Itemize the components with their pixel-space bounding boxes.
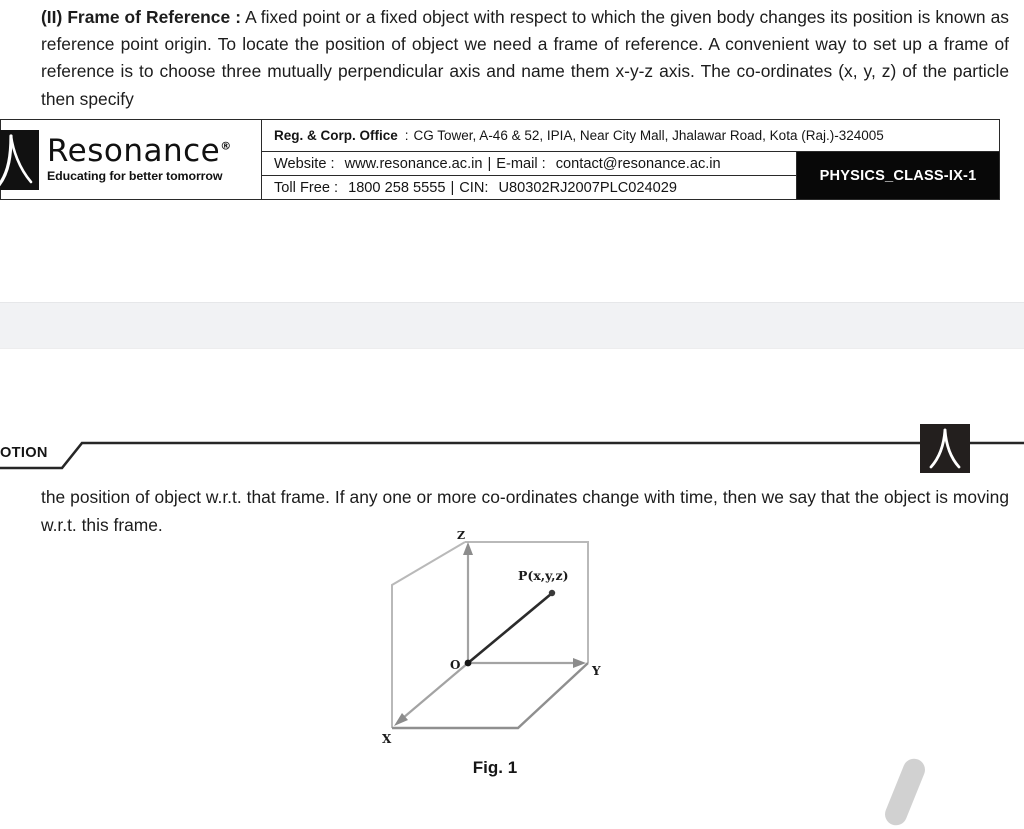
resonance-wordmark-text: Resonance (47, 133, 221, 170)
contact-column (262, 152, 797, 199)
resonance-header-band (0, 119, 1000, 200)
scan-smudge-artifact (882, 755, 929, 828)
resonance-logo-cell (1, 120, 262, 199)
section-divider (0, 424, 1024, 486)
frame-continuation-paragraph: the position of object w.r.t. that frame. If any one or more co-ordinates change with time, then we say that the object is moving w.r.t. this frame. (41, 487, 1009, 535)
coordinate-axes-figure (370, 528, 620, 760)
resonance-tagline: Educating for better tomorrow (47, 169, 223, 184)
section-title: OTION (0, 445, 48, 461)
tollfree-value: 1800 258 5555 (348, 179, 446, 196)
office-address-row (262, 120, 999, 152)
scan-artifact-band (0, 302, 1024, 349)
figure-caption: Fig. 1 (472, 758, 518, 777)
axis-label-x: X (382, 732, 392, 746)
axis-label-y: Y (592, 664, 601, 678)
contact-and-class-row (262, 152, 999, 199)
paragraph-heading: Frame of Reference (67, 7, 231, 27)
cin-label: CIN: (459, 179, 489, 196)
office-address: CG Tower, A-46 & 52, IPIA, Near City Mall, Jhalawar Road, Kota (Raj.)-324005 (413, 128, 884, 143)
divider-rule-icon (0, 424, 1024, 486)
point-label-p: P(x,y,z) (518, 568, 569, 583)
axis-label-z: Z (457, 529, 466, 542)
class-tag-badge: PHYSICS_CLASS-IX-1 (797, 152, 999, 199)
paragraph-heading-colon: : (235, 7, 241, 27)
resonance-wordmark (47, 133, 232, 170)
website-label: Website : (274, 155, 335, 172)
axis-label-origin: O (450, 658, 461, 672)
paragraph-heading-number: (II) (41, 7, 63, 27)
resonance-info-cell (262, 120, 999, 199)
office-colon: : (404, 128, 409, 143)
paragraph-body-text: A fixed point or a fixed object with respect to which the given body changes its position is known as reference point origin. To locate the position of object we need a frame of reference. A convenient way to set up a frame of reference is to choose three mutually perpendicular axis and name them x-y-z axis. The co-ordinates (x, y, z) of the particle then specify (41, 7, 1010, 109)
resonance-curve-icon (0, 130, 39, 190)
registered-trademark-icon: ® (220, 139, 232, 153)
office-label: Reg. & Corp. Office (274, 128, 398, 143)
tollfree-cin-row (262, 176, 796, 199)
cin-value: U80302RJ2007PLC024029 (498, 179, 677, 196)
resonance-wordmark-group (47, 133, 232, 184)
website-email-row (262, 152, 796, 176)
field-separator: | (487, 155, 492, 172)
website-value[interactable]: www.resonance.ac.in (344, 155, 483, 172)
resonance-curve-icon (920, 424, 970, 473)
email-label: E-mail : (496, 155, 546, 172)
email-value[interactable]: contact@resonance.ac.in (555, 155, 721, 172)
tollfree-label: Toll Free : (274, 179, 339, 196)
field-separator: | (450, 179, 455, 196)
frame-of-reference-paragraph (41, 4, 1009, 113)
